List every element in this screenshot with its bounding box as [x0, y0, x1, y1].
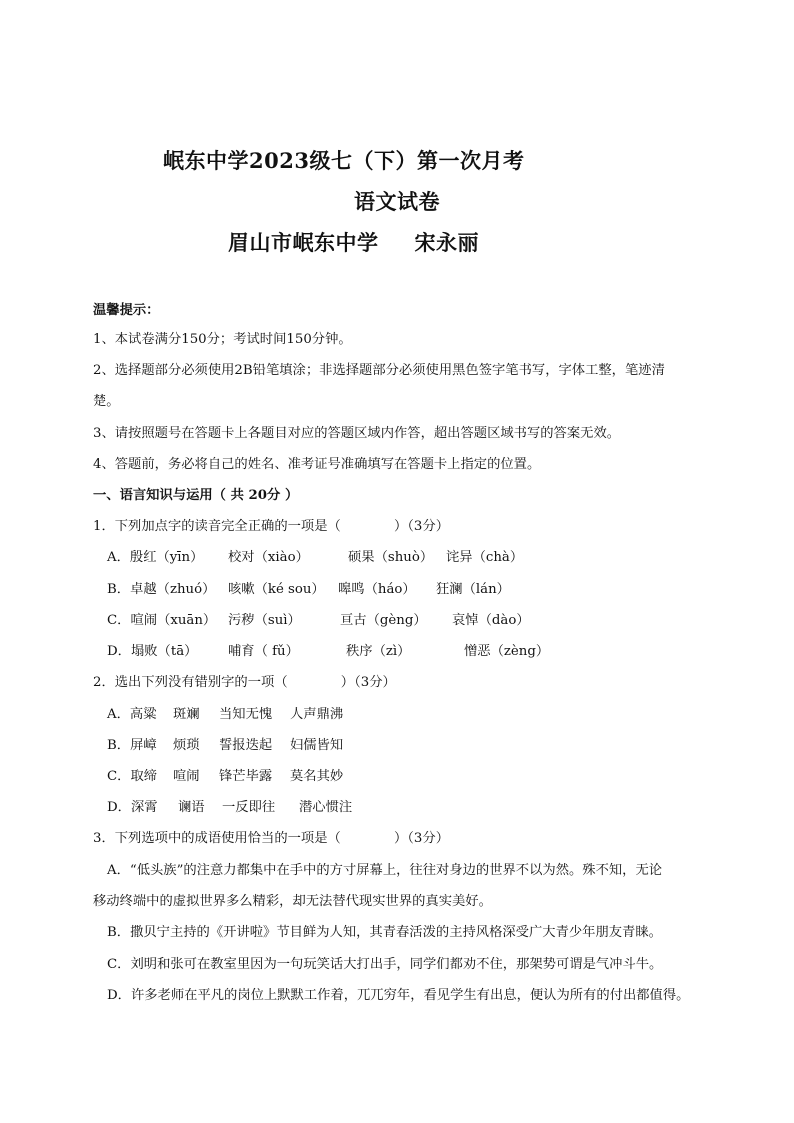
q2-a-item: 人声鼎沸 [290, 707, 344, 722]
exam-author-line [228, 227, 794, 257]
q1-option-b [107, 580, 727, 600]
author-name: 宋永丽 [414, 230, 479, 255]
q1-d-item: D．塌败（tā） [107, 644, 198, 659]
q2-d-item: D．深霄 [107, 800, 158, 815]
exam-title: 岷东中学2023级七（下）第一次月考 [163, 148, 525, 173]
q1-b-item: 咳嗽（ké sou） [228, 582, 325, 597]
q2-b-item: 烦琐 [173, 738, 200, 753]
q2-option-d [107, 798, 727, 818]
notice-item: 4、答题前，务必将自己的姓名、准考证号准确填写在答题卡上指定的位置。 [93, 457, 541, 472]
school-name: 眉山市岷东中学 [228, 230, 379, 255]
q1-d-item: 哺育（ fǔ） [228, 644, 299, 659]
q3-option-a-cont: 移动终端中的虚拟世界多么精彩，却无法替代现实世界的真实美好。 [93, 894, 492, 909]
notice-item: 1、本试卷满分150分；考试时间150分钟。 [93, 332, 352, 347]
notice-item: 楚。 [93, 394, 120, 409]
q2-c-item: 锋芒毕露 [219, 769, 273, 784]
q2-c-item: C．取缔 [107, 769, 158, 784]
q1-c-item: 亘古（gèng） [340, 613, 427, 628]
q1-a-item: A．殷红（yīn） [107, 550, 204, 565]
q2-option-c [107, 767, 727, 787]
q2-a-item: 当知无愧 [219, 707, 273, 722]
q1-a-item: 诧异（chà） [446, 550, 524, 565]
q2-a-item: A．高粱 [107, 707, 157, 722]
q3-option-b: B．撒贝宁主持的《开讲啦》节目鲜为人知，其青春活泼的主持风格深受广大青少年朋友青睐。 [107, 925, 662, 940]
q2-c-item: 喧闹 [173, 769, 200, 784]
question-2-stem: 2．选出下列没有错别字的一项（ ）（3分） [93, 675, 396, 690]
q1-option-c [107, 611, 727, 631]
q1-d-item: 秩序（zì） [346, 644, 411, 659]
q1-a-item: 硕果（shuò） [348, 550, 434, 565]
q2-a-item: 斑斓 [173, 707, 200, 722]
notice-item: 3、请按照题号在答题卡上各题目对应的答题区域内作答，超出答题区域书写的答案无效。 [93, 426, 621, 441]
q2-b-item: 妇儒皆知 [290, 738, 344, 753]
q1-option-a [107, 548, 727, 568]
q1-b-item: 狂澜（lán） [436, 582, 510, 597]
q1-d-item: 憎恶（zèng） [464, 644, 550, 659]
q2-d-item: 谰语 [178, 800, 205, 815]
exam-subject: 语文试卷 [354, 189, 440, 214]
section-heading: 一、语言知识与运用（ 共 20分 ） [93, 488, 299, 503]
q1-b-item: 嗥鸣（háo） [338, 582, 416, 597]
q3-option-a: A．“低头族”的注意力都集中在手中的方寸屏幕上，往往对身边的世界不以为然。殊不知，无论 [107, 863, 663, 878]
q2-option-a [107, 705, 727, 725]
q1-c-item: 污秽（suì） [228, 613, 301, 628]
q2-option-b [107, 736, 727, 756]
q2-d-item: 潜心惯注 [299, 800, 353, 815]
question-3-stem: 3．下列选项中的成语使用恰当的一项是（ ）（3分） [93, 831, 449, 846]
q1-c-item: C．喧闹（xuān） [107, 613, 217, 628]
q1-b-item: B．卓越（zhuó） [107, 582, 216, 597]
q2-b-item: 誓报迭起 [219, 738, 273, 753]
q1-c-item: 哀悼（dào） [452, 613, 530, 628]
q1-option-d [107, 642, 727, 662]
q2-b-item: B．屏嶂 [107, 738, 157, 753]
q2-c-item: 莫名其妙 [290, 769, 344, 784]
q1-a-item: 校对（xiào） [228, 550, 309, 565]
q2-d-item: 一反即往 [222, 800, 276, 815]
q3-option-d: D．许多老师在平凡的岗位上默默工作着，兀兀穷年，看见学生有出息，便认为所有的付出都值得。 [107, 988, 690, 1003]
question-1-stem: 1．下列加点字的读音完全正确的一项是（ ）（3分） [93, 519, 449, 534]
q3-option-c: C．刘明和张可在教室里因为一句玩笑话大打出手，同学们都劝不住，那架势可谓是气冲斗牛。 [107, 957, 663, 972]
notice-heading: 温馨提示： [93, 303, 160, 318]
notice-item: 2、选择题部分必须使用2B铅笔填涂；非选择题部分必须使用黑色签字笔书写，字体工整，笔迹清 [93, 363, 665, 378]
